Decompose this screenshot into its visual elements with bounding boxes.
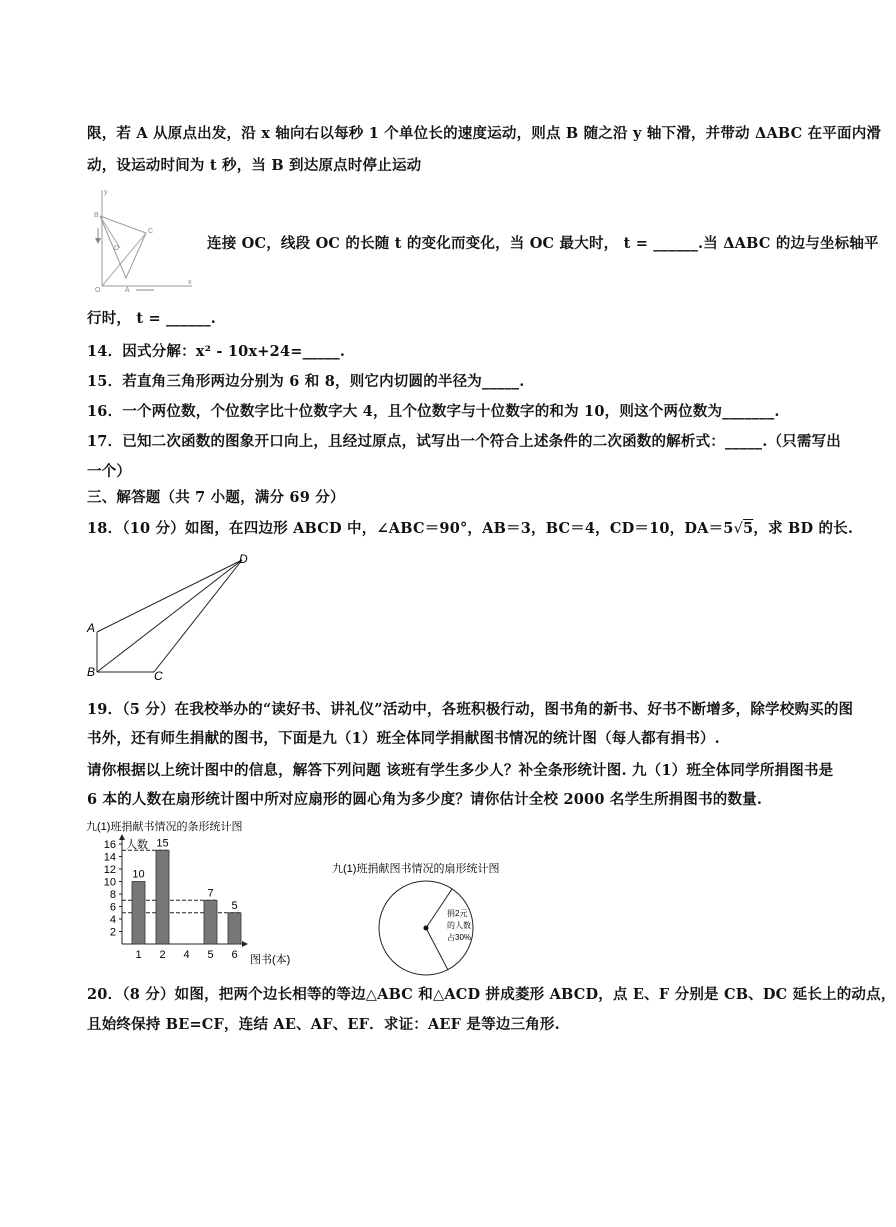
q13-line2: 动，设运动时间为 t 秒，当 B 到达原点时停止运动 [87,157,422,174]
q20-line1: 20．（8 分）如图，把两个边长相等的等边△ABC 和△ACD 拼成菱形 ABCD，点 E、F 分别是 CB、DC 延长上的动点， [87,986,896,1003]
y-tick-label: 16 [103,839,116,851]
y-tick-label: 2 [109,926,116,939]
q19-line3: 请你根据以上统计图中的信息，解答下列问题 该班有学生多少人？补全条形统计图. 九（1）班全体同学所捐图书是 [87,762,834,779]
q20-line2: 且始终保持 BE=CF，连结 AE、AF、EF．求证：AEF 是等边三角形. [87,1016,560,1033]
q13-x-label: x [188,279,192,286]
q13-y-label: y [104,189,108,196]
bar-6 [228,913,241,944]
sqrt-sign: √ [733,521,744,537]
q13-line1: 限，若 A 从原点出发，沿 x 轴向右以每秒 1 个单位长的速度运动，则点 B 随之沿 y 轴下滑，并带动 ΔABC 在平面内滑 [87,125,882,142]
q18-text-after: ，求 BD 的长. [753,520,854,537]
q13-C-label: C [148,228,154,235]
x-tick-label: 6 [231,949,238,961]
section3-heading: 三、解答题（共 7 小题，满分 69 分） [87,489,345,506]
y-axis-arrow [119,834,125,840]
q18-figure [84,550,264,682]
q19-line4: 6 本的人数在扇形统计图中所对应扇形的圆心角为多少度？请你估计全校 2000 名学生所捐图书的数量. [87,791,763,808]
bar-5 [204,900,217,944]
q13-D-label: D [114,245,120,252]
q13-figure [92,186,197,294]
pie-label-line3: 占30% [447,933,472,942]
q14-text: 14．因式分解：x² - 10x+24=_____. [87,343,346,360]
q18-D-label: D [239,552,248,566]
q19-line1: 19．（5 分）在我校举办的“读好书、讲礼仪”活动中，各班积极行动，图书角的新书、好书不断增多，除学校购买的图 [87,701,854,718]
pie-label-line1: 捐2元 [447,909,468,918]
x-tick-label: 5 [207,949,214,961]
q17-line1: 17．已知二次函数的图象开口向上，且经过原点，试写出一个符合上述条件的二次函数的解析式：_____.（只需写出 [87,433,841,450]
q13-O-label: O [95,287,101,294]
q17-line2: 一个） [87,463,132,480]
bar-value-label: 10 [132,868,145,881]
y-tick-label: 6 [109,901,116,914]
q15-text: 15．若直角三角形两边分别为 6 和 8，则它内切圆的半径为_____. [87,373,525,390]
x-tick-label: 2 [159,949,166,961]
q18-A-label: A [87,621,96,635]
bar-chart-title: 九(1)班捐献书情况的条形统计图 [86,821,243,833]
q18-C-label: C [154,669,163,683]
pie-chart-title: 九(1)班捐献图书情况的扇形统计图 [332,863,500,875]
q18-sqrt-value: 5 [743,520,754,537]
bar-value-label: 7 [207,887,214,900]
q13-A-label: A [125,287,130,294]
y-tick-label: 8 [109,889,116,901]
y-tick-label: 4 [109,914,116,926]
x-axis-arrow [242,941,248,947]
x-axis-label: 图书(本) [250,954,291,966]
bar-2 [156,850,169,944]
bar-chart [84,816,291,976]
q13-line4: 行时， t = ______. [87,310,217,327]
pie-label-line2: 的人数 [447,921,471,930]
y-tick-label: 12 [103,864,116,876]
y-tick-label: 10 [103,876,116,889]
q13-line3: 连接 OC，线段 OC 的长随 t 的变化而变化，当 OC 最大时， t = ______.当 ΔABC 的边与坐标轴平 [207,235,879,252]
q18-text [87,517,853,538]
q16-text: 16．一个两位数，个位数字比十位数字大 4，且个位数字与十位数字的和为 10，则这个两位数为_______. [87,403,780,420]
q13-B-label: B [94,212,99,219]
pie-center [424,926,429,931]
x-tick-label: 4 [183,949,190,961]
bar-1 [132,882,145,945]
bar-value-label: 5 [231,899,238,912]
bar-value-label: 15 [156,837,169,850]
pie-chart [330,858,530,978]
q19-line2: 书外，还有师生捐献的图书，下面是九（1）班全体同学捐献图书情况的统计图（每人都有捐书）. [87,730,720,747]
x-tick-label: 1 [135,949,142,961]
q18-text-before: 18．（10 分）如图，在四边形 ABCD 中，∠ABC＝90°，AB＝3，BC＝4，CD＝10，DA＝5 [87,520,734,537]
q18-B-label: B [87,665,96,679]
y-tick-label: 14 [103,851,116,864]
y-axis-label: 人数 [126,839,148,851]
